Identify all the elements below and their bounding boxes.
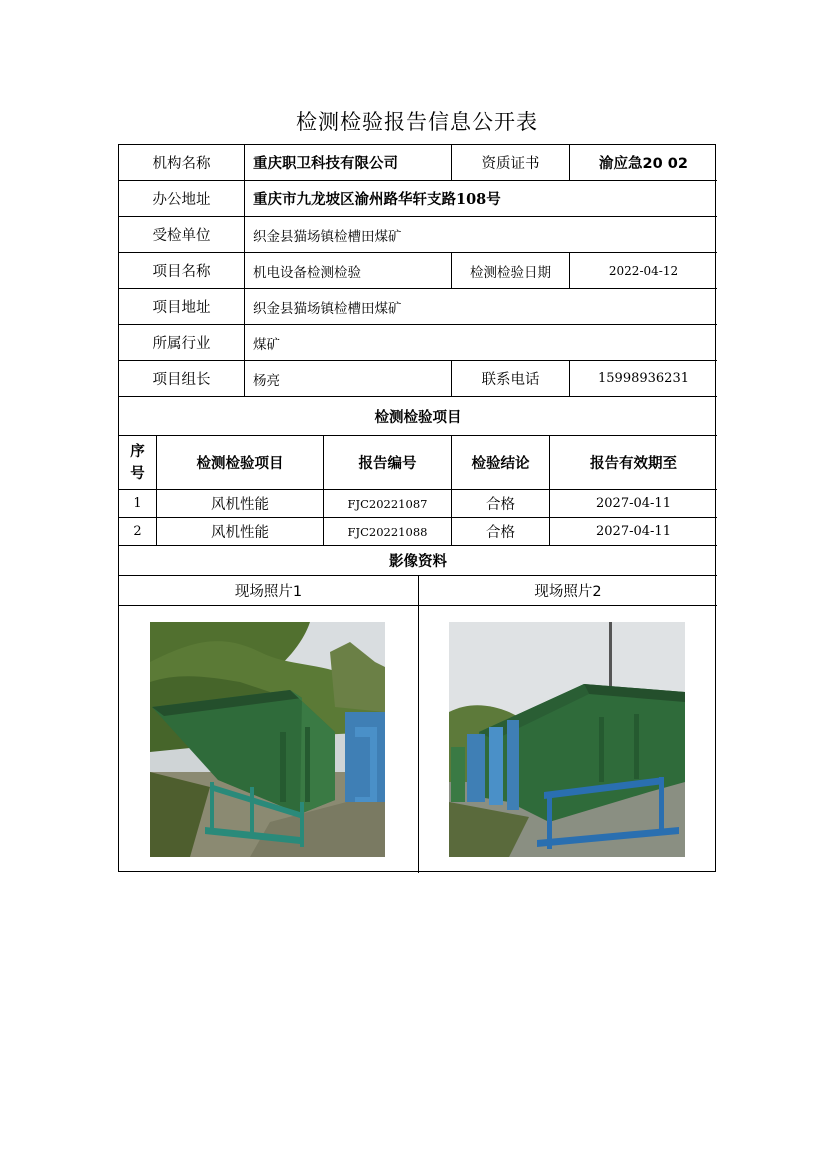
project-name-label: 项目名称 — [152, 264, 211, 280]
org-name-value: 重庆职卫科技有限公司 — [253, 156, 398, 172]
industry-label: 所属行业 — [152, 336, 211, 352]
leader-label: 项目组长 — [152, 372, 211, 388]
col-header-seq-line2: 号 — [130, 465, 145, 482]
items-section-title: 检测检验项目 — [374, 409, 462, 426]
photo-1-label: 现场照片1 — [234, 584, 303, 600]
col-header-seq — [119, 436, 156, 489]
info-table — [118, 144, 716, 872]
item-report-no: FJC20221087 — [347, 496, 428, 511]
client-label: 受检单位 — [152, 228, 211, 244]
inspection-date-value: 2022-04-12 — [608, 263, 679, 278]
inspection-date-label: 检测检验日期 — [470, 264, 551, 281]
phone-value: 15998936231 — [598, 371, 689, 386]
item-valid-until: 2027-04-11 — [596, 496, 671, 511]
industry-value: 煤矿 — [253, 336, 280, 353]
item-name: 风机性能 — [211, 525, 269, 541]
item-valid-until: 2027-04-11 — [596, 524, 671, 539]
project-address-value: 织金县猫场镇检槽田煤矿 — [253, 300, 402, 317]
cert-label: 资质证书 — [481, 156, 540, 172]
site-photo-2 — [449, 622, 685, 857]
col-header-item: 检测检验项目 — [196, 456, 284, 472]
col-header-seq-line1: 序 — [130, 443, 145, 460]
site-photo-2-image — [449, 622, 685, 857]
item-result: 合格 — [486, 497, 515, 513]
col-header-result: 检验结论 — [471, 456, 530, 472]
cert-value: 渝应急20 02 — [599, 156, 688, 172]
item-report-no: FJC20221088 — [347, 524, 428, 539]
item-name: 风机性能 — [211, 497, 269, 513]
site-photo-1-image — [150, 622, 385, 857]
item-result: 合格 — [486, 525, 515, 541]
project-address-label: 项目地址 — [152, 300, 211, 316]
item-seq: 2 — [133, 524, 142, 539]
address-label: 办公地址 — [152, 192, 211, 208]
client-value: 织金县猫场镇检槽田煤矿 — [253, 228, 402, 245]
address-value: 重庆市九龙坡区渝州路华轩支路108号 — [253, 191, 501, 208]
project-name-value: 机电设备检测检验 — [253, 264, 361, 281]
item-seq: 1 — [133, 496, 142, 511]
col-header-report-no: 报告编号 — [358, 456, 417, 472]
document-title: 检测检验报告信息公开表 — [296, 110, 538, 134]
col-header-valid-until: 报告有效期至 — [590, 456, 677, 472]
photo-2-label: 现场照片2 — [534, 584, 602, 600]
org-name-label: 机构名称 — [152, 156, 211, 172]
leader-value: 杨亮 — [253, 372, 280, 389]
site-photo-1 — [150, 622, 385, 857]
phone-label: 联系电话 — [481, 372, 540, 388]
images-section-title: 影像资料 — [389, 554, 447, 570]
